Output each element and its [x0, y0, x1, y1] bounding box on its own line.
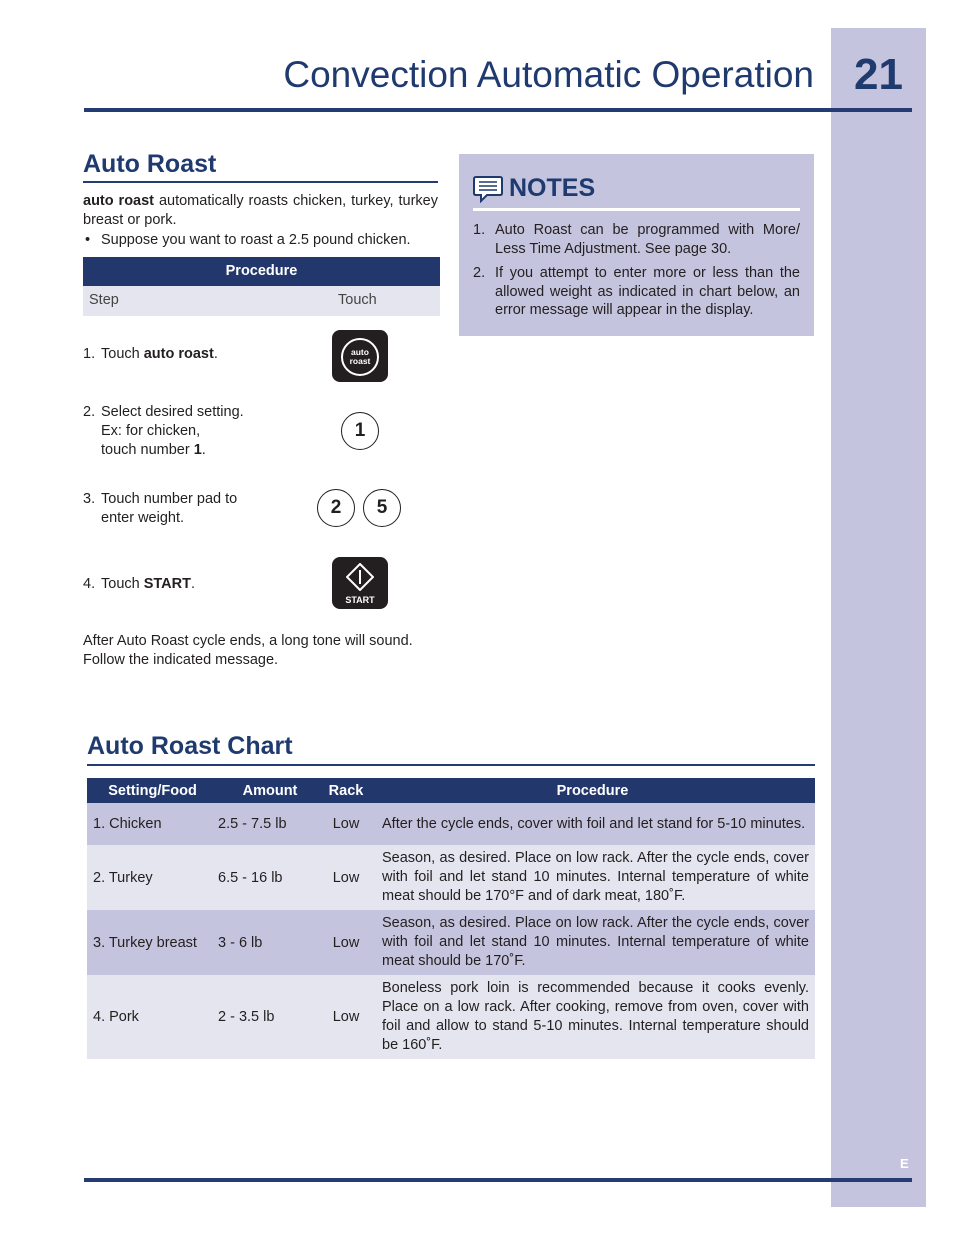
- amount-cell: 2.5 - 7.5 lb: [218, 803, 322, 845]
- notes-icon: [473, 175, 503, 203]
- column-header: Procedure: [370, 778, 815, 803]
- column-header: Setting/Food: [87, 778, 218, 803]
- step-number: 4.: [83, 576, 96, 592]
- step-bold-text: START: [143, 576, 191, 592]
- food-cell: 4. Pork: [87, 975, 218, 1059]
- procedure-cell: Season, as desired. Place on low rack. After the cycle ends, cover with foil and let stand 10 minutes. Internal temperature of white meat should be 170°F and of dark meat, 180˚F.: [370, 845, 815, 910]
- table-row: [87, 803, 815, 845]
- table-row: [87, 910, 815, 975]
- procedure-subheader: [83, 286, 440, 316]
- key-label-line1: auto: [351, 347, 369, 357]
- notes-heading: NOTES: [509, 174, 596, 202]
- language-mark: E: [900, 1156, 909, 1171]
- step-text-end: .: [201, 442, 206, 458]
- side-tab-bar: [831, 28, 926, 1207]
- auto-roast-table: [87, 778, 815, 1059]
- table-header-row: [87, 778, 815, 803]
- step-4: [83, 575, 303, 594]
- step-3: [83, 490, 303, 528]
- step-text: touch number: [101, 442, 194, 458]
- note-item: [473, 221, 800, 258]
- intro-text: automatically roasts chicken, turkey, turkey breast or pork.: [83, 193, 438, 228]
- auto-roast-key-ring: [341, 338, 379, 376]
- step-text: Ex: for chicken,: [101, 423, 201, 439]
- step-text-end: .: [213, 346, 218, 362]
- step-bold-text: 1: [193, 442, 202, 458]
- rack-cell: Low: [322, 910, 370, 975]
- amount-cell: 6.5 - 16 lb: [218, 845, 322, 910]
- table-row: [87, 845, 815, 910]
- key-label-line2: roast: [349, 356, 371, 366]
- step-text-line3: [83, 441, 303, 460]
- step-text: Touch: [101, 576, 144, 592]
- auto-roast-heading: Auto Roast: [83, 150, 217, 178]
- note-number: 2.: [473, 265, 486, 281]
- footer-rule: [84, 1178, 912, 1182]
- auto-roast-chart-heading: Auto Roast Chart: [87, 732, 293, 760]
- number-1-key[interactable]: 1: [341, 412, 379, 450]
- number-2-key[interactable]: 2: [317, 489, 355, 527]
- note-item: [473, 264, 800, 320]
- note-text: Auto Roast can be programmed with More/ Less Time Adjustment. See page 30.: [495, 222, 800, 257]
- bullet-dot: •: [85, 232, 91, 248]
- auto-roast-rule: [83, 181, 438, 183]
- step-1: [83, 345, 303, 364]
- step-2: [83, 403, 303, 460]
- notes-box: [459, 154, 814, 336]
- start-key-label: START: [345, 595, 375, 605]
- food-cell: 3. Turkey breast: [87, 910, 218, 975]
- step-text: Touch: [101, 346, 144, 362]
- page-title: Convection Automatic Operation: [283, 54, 814, 95]
- procedure-cell: Season, as desired. Place on low rack. After the cycle ends, cover with foil and let stand 10 minutes. Internal temperature of white meat should be 170˚F.: [370, 910, 815, 975]
- step-text: Touch number pad to: [101, 491, 238, 507]
- example-bullet: [85, 231, 440, 250]
- rack-cell: Low: [322, 845, 370, 910]
- touch-column-label: Touch: [338, 292, 377, 308]
- step-number: 2.: [83, 404, 96, 420]
- chart-rule: [87, 764, 815, 766]
- step-number: 3.: [83, 491, 96, 507]
- food-cell: 2. Turkey: [87, 845, 218, 910]
- amount-cell: 2 - 3.5 lb: [218, 975, 322, 1059]
- note-number: 1.: [473, 222, 486, 238]
- column-header: Rack: [322, 778, 370, 803]
- column-header: Amount: [218, 778, 322, 803]
- procedure-cell: After the cycle ends, cover with foil and let stand for 5-10 minutes.: [370, 803, 815, 845]
- procedure-header: Procedure: [83, 257, 440, 286]
- step-bold-text: auto roast: [143, 346, 214, 362]
- number-5-key[interactable]: 5: [363, 489, 401, 527]
- step-column-label: Step: [89, 292, 119, 308]
- step-text: Select desired setting.: [101, 404, 244, 420]
- step-number: 1.: [83, 346, 96, 362]
- rack-cell: Low: [322, 803, 370, 845]
- bullet-text: Suppose you want to roast a 2.5 pound chicken.: [101, 232, 411, 248]
- auto-roast-intro: [83, 192, 438, 230]
- step-text: enter weight.: [101, 510, 185, 526]
- rack-cell: Low: [322, 975, 370, 1059]
- start-key[interactable]: [332, 557, 388, 609]
- start-icon: [346, 563, 374, 591]
- note-text: If you attempt to enter more or less than the allowed weight as indicated in chart below, an error message will appear in the display.: [495, 265, 800, 318]
- procedure-cell: Boneless pork loin is recommended because it cooks evenly. Place on a low rack. After cooking, remove from oven, cover with foil and allow to stand 5-10 minutes. Internal temperature should be 160˚F.: [370, 975, 815, 1059]
- notes-rule: [473, 208, 800, 211]
- after-cycle-text: After Auto Roast cycle ends, a long tone will sound. Follow the indicated message.: [83, 633, 413, 668]
- food-cell: 1. Chicken: [87, 803, 218, 845]
- intro-bold-term: auto roast: [83, 193, 155, 209]
- amount-cell: 3 - 6 lb: [218, 910, 322, 975]
- header-rule: [84, 108, 912, 112]
- auto-roast-key[interactable]: [332, 330, 388, 382]
- table-row: [87, 975, 815, 1059]
- page-number: 21: [854, 50, 903, 99]
- step-text-end: .: [191, 576, 196, 592]
